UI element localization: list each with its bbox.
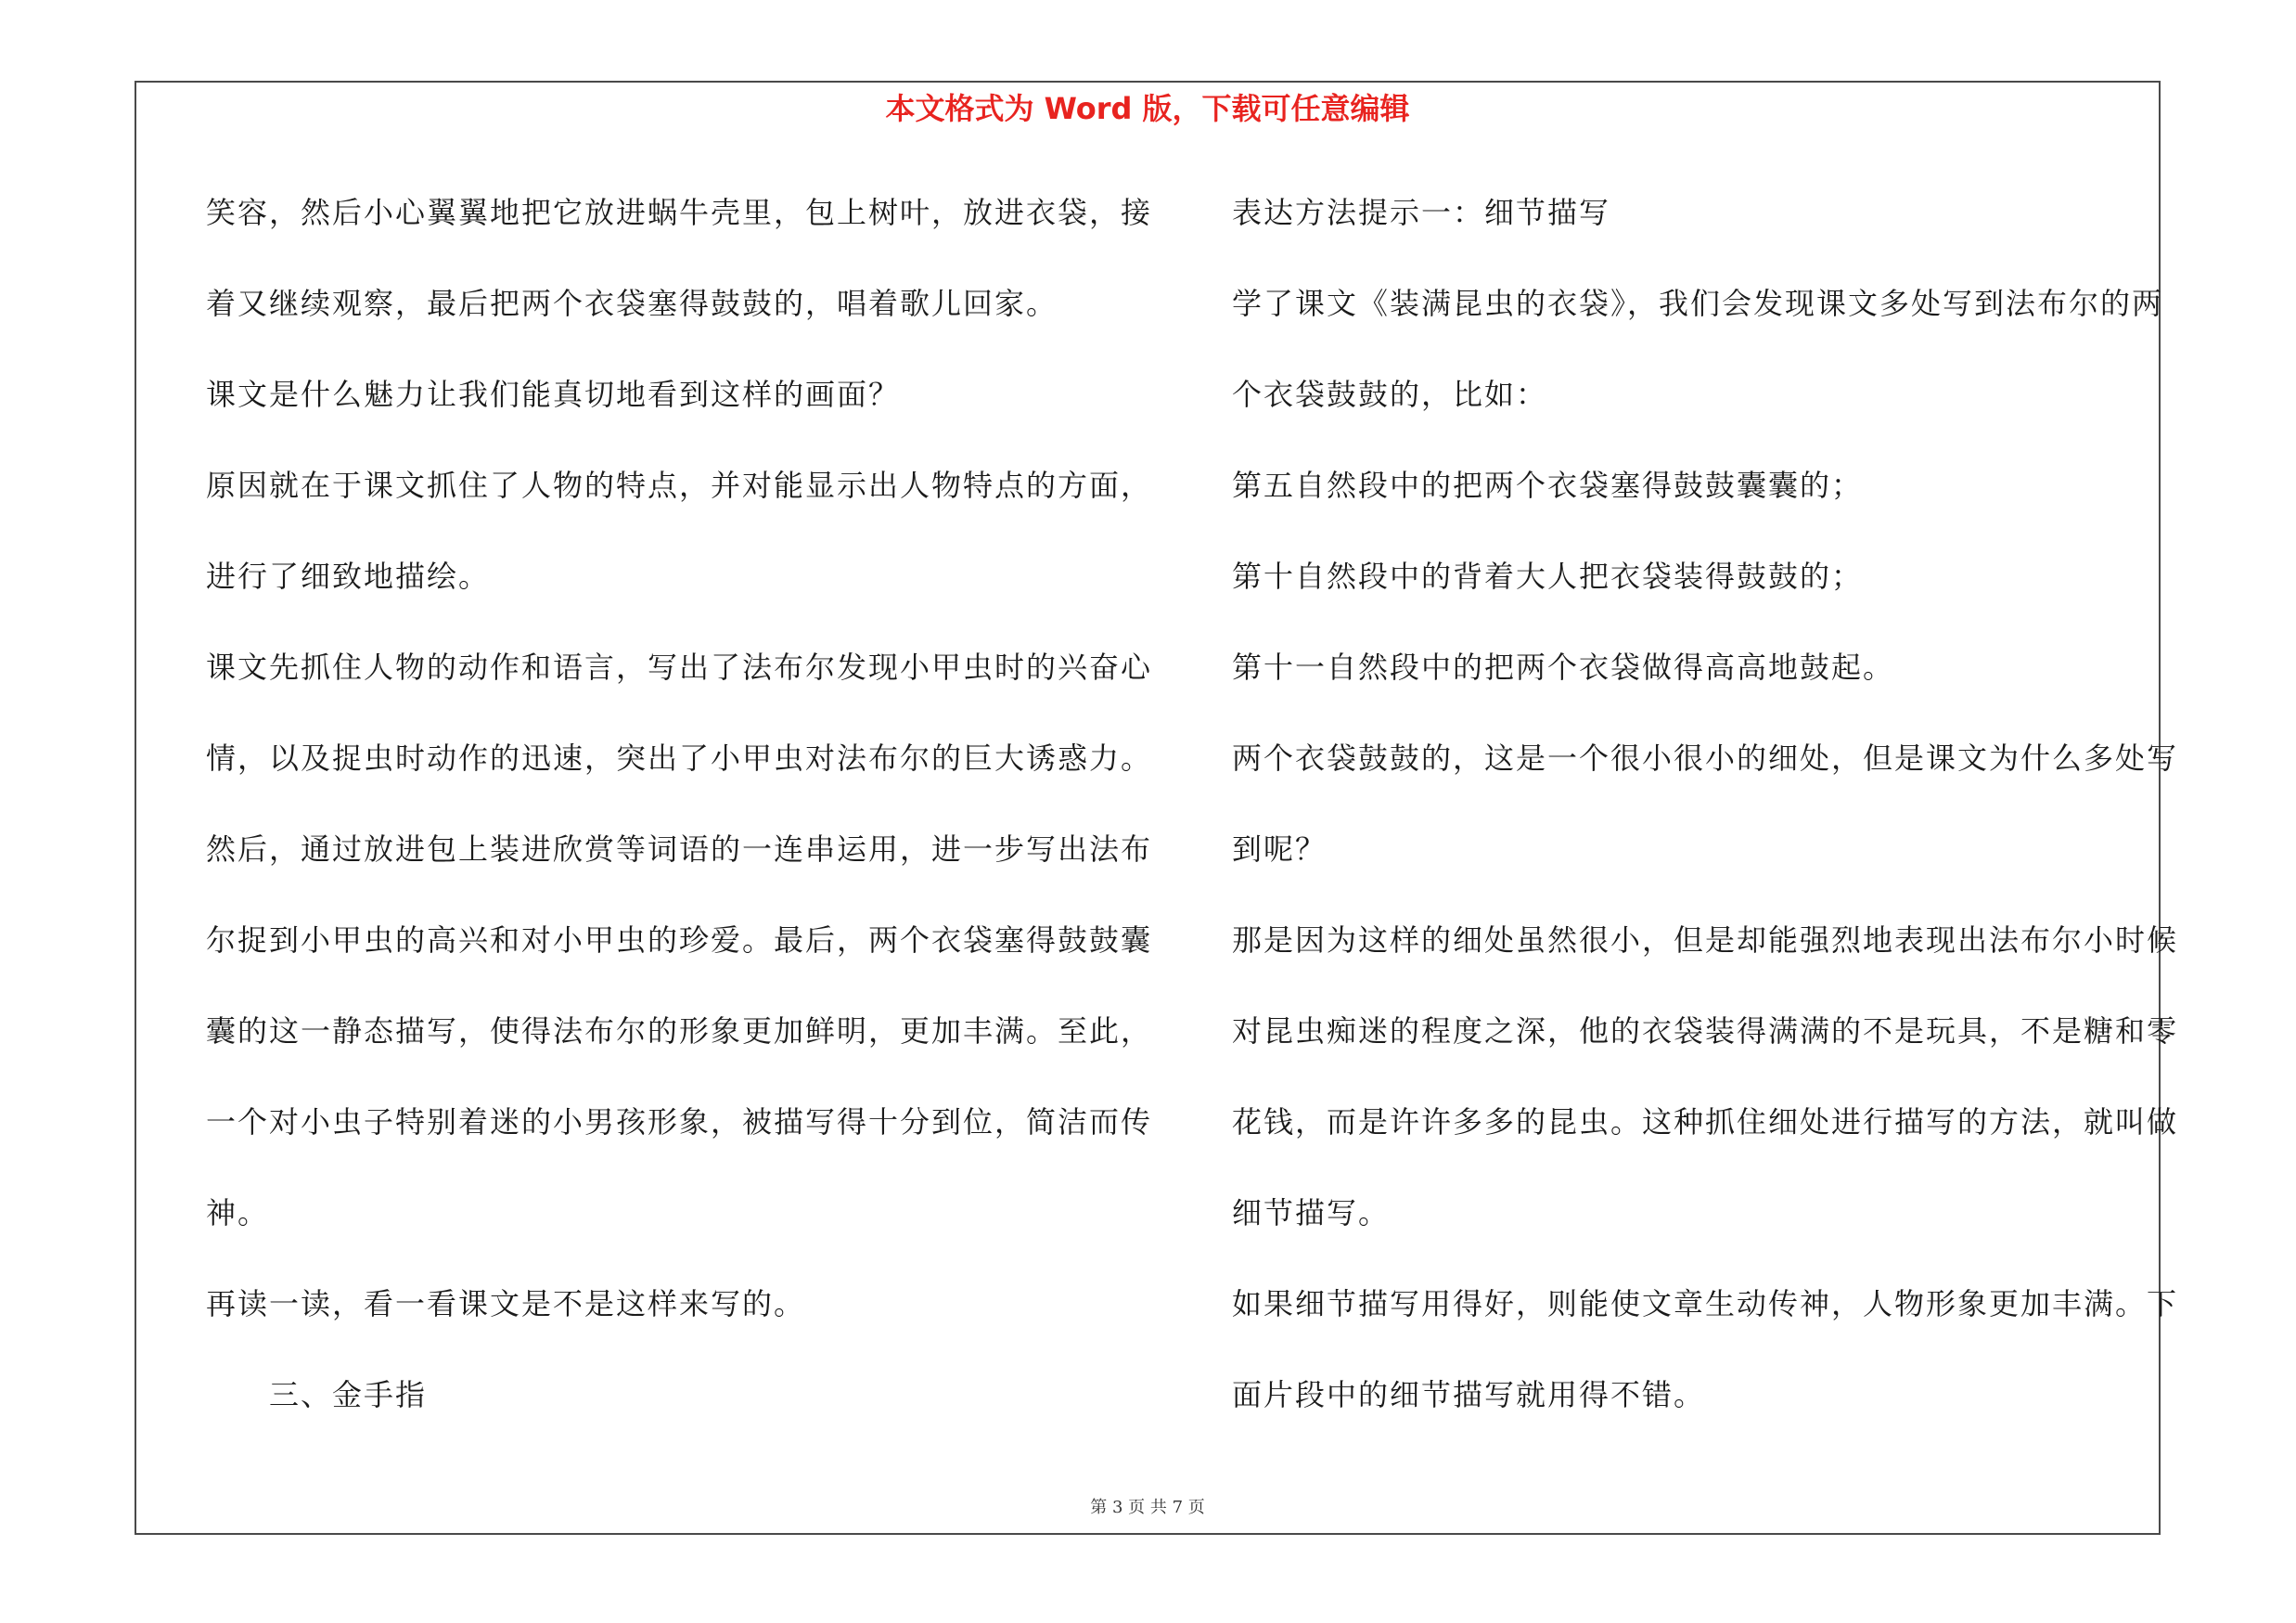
text-line: 花钱，而是许许多多的昆虫。这种抓住细处进行描写的方法，就叫做 (1232, 1104, 2179, 1140)
section-heading: 三、金手指 (269, 1377, 428, 1412)
text-line: 第十自然段中的背着大人把衣袋装得鼓鼓的； (1232, 559, 1864, 594)
text-line: 原因就在于课文抓住了人物的特点，并对能显示出人物特点的方面， (206, 468, 1153, 503)
page-number: 第 3 页 共 7 页 (1090, 1498, 1205, 1517)
right-column (1232, 184, 2179, 1457)
text-line: 到呢？ (1232, 831, 1328, 867)
text-line: 尔捉到小甲虫的高兴和对小甲虫的珍爱。最后，两个衣袋塞得鼓鼓囊 (206, 922, 1153, 958)
text-line: 囊的这一静态描写，使得法布尔的形象更加鲜明，更加丰满。至此， (206, 1013, 1153, 1049)
text-line: 面片段中的细节描写就用得不错。 (1232, 1377, 1706, 1412)
text-line: 那是因为这样的细处虽然很小，但是却能强烈地表现出法布尔小时候 (1232, 922, 2179, 958)
text-line: 学了课文《装满昆虫的衣袋》，我们会发现课文多处写到法布尔的两 (1232, 286, 2164, 321)
text-line: 进行了细致地描绘。 (206, 559, 491, 594)
header-banner: 本文格式为 Word 版，下载可任意编辑 (885, 91, 1410, 126)
text-line: 对昆虫痴迷的程度之深，他的衣袋装得满满的不是玩具，不是糖和零 (1232, 1013, 2179, 1049)
text-line: 笑容，然后小心翼翼地把它放进蜗牛壳里，包上树叶，放进衣袋，接 (206, 195, 1153, 230)
text-line: 如果细节描写用得好，则能使文章生动传神，人物形象更加丰满。下 (1232, 1286, 2179, 1321)
text-line: 一个对小虫子特别着迷的小男孩形象，被描写得十分到位，简洁而传 (206, 1104, 1153, 1140)
text-line: 神。 (206, 1195, 270, 1230)
text-line: 个衣袋鼓鼓的，比如： (1232, 377, 1548, 412)
section-heading: 表达方法提示一：细节描写 (1232, 195, 1611, 230)
text-line: 细节描写。 (1232, 1195, 1391, 1230)
text-line: 两个衣袋鼓鼓的，这是一个很小很小的细处，但是课文为什么多处写 (1232, 741, 2179, 776)
text-line: 第十一自然段中的把两个衣袋做得高高地鼓起。 (1232, 650, 1895, 685)
text-line: 情，以及捉虫时动作的迅速，突出了小甲虫对法布尔的巨大诱惑力。 (206, 741, 1153, 776)
text-line: 然后，通过放进包上装进欣赏等词语的一连串运用，进一步写出法布 (206, 831, 1153, 867)
text-line: 第五自然段中的把两个衣袋塞得鼓鼓囊囊的； (1232, 468, 1864, 503)
text-line: 着又继续观察，最后把两个衣袋塞得鼓鼓的，唱着歌儿回家。 (206, 286, 1058, 321)
text-line: 课文是什么魅力让我们能真切地看到这样的画面？ (206, 377, 901, 412)
text-line: 再读一读，看一看课文是不是这样来写的。 (206, 1286, 806, 1321)
text-line: 课文先抓住人物的动作和语言，写出了法布尔发现小甲虫时的兴奋心 (206, 650, 1153, 685)
left-column (206, 184, 1153, 1457)
